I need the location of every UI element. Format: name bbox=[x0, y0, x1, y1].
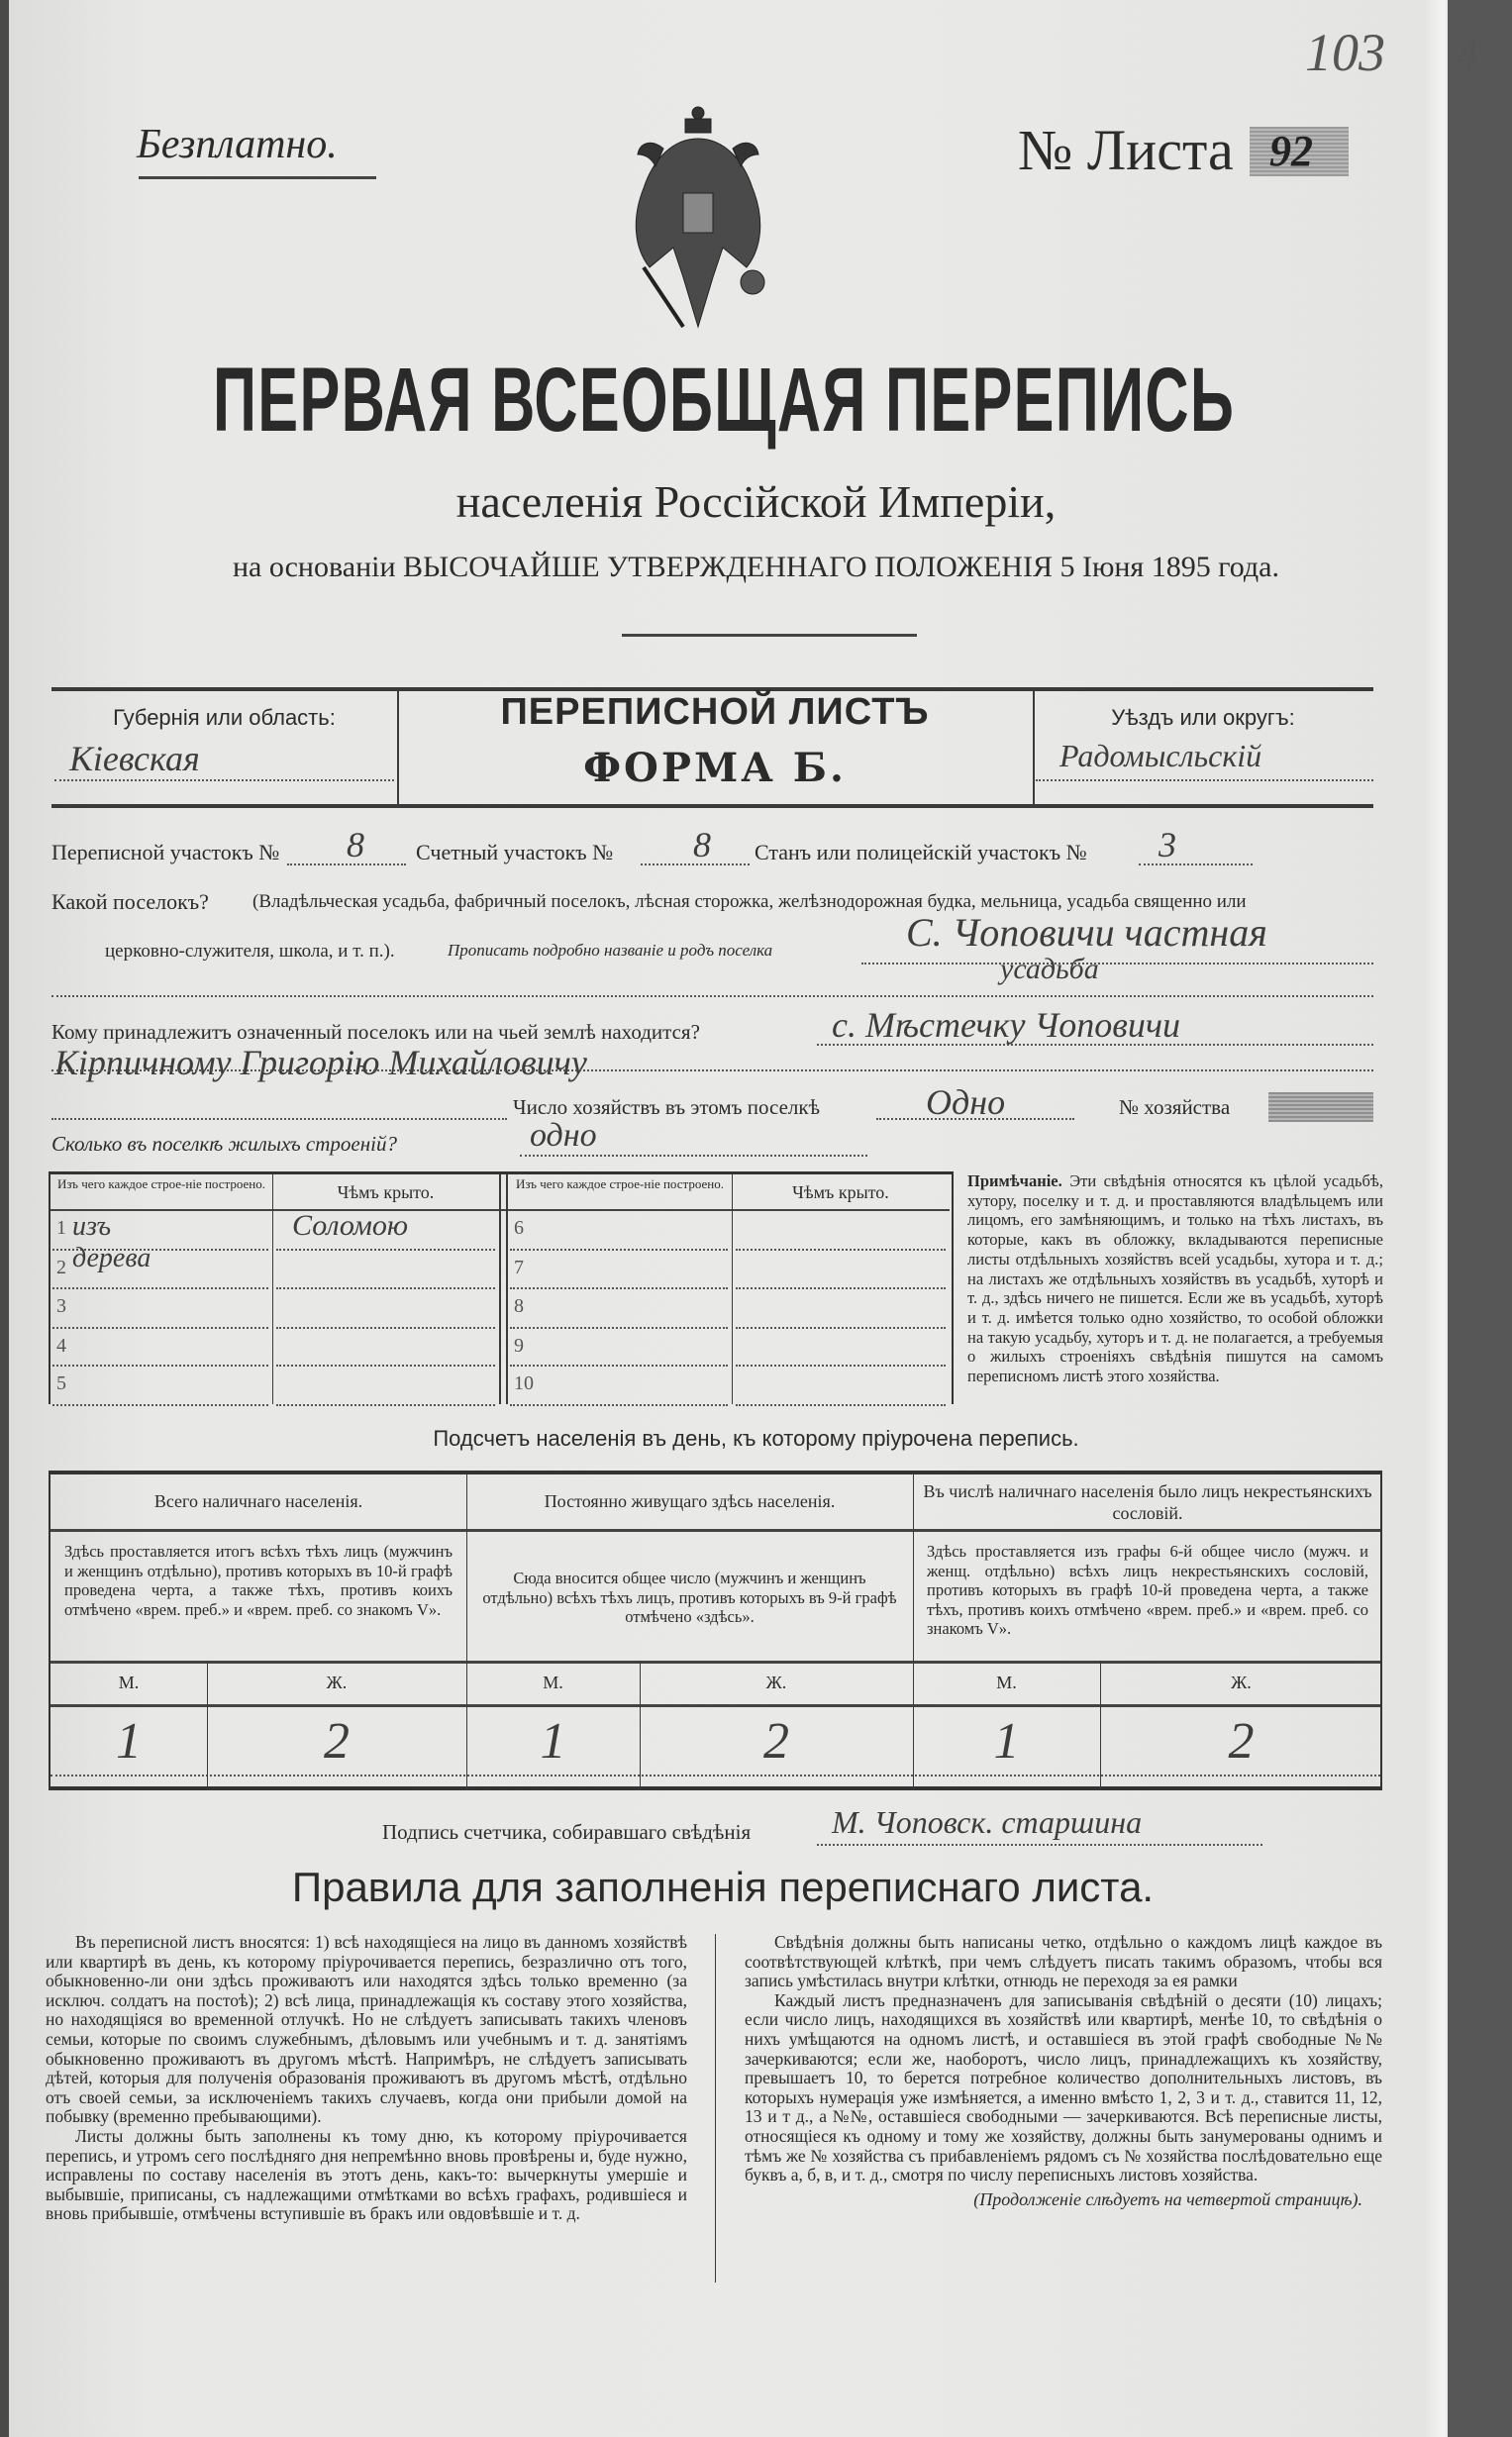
owner-value[interactable]: с. Мѣстечку Чоповичи bbox=[832, 1005, 1181, 1045]
settlement-hint-2: церковно-служителя, школа, и т. п.). bbox=[105, 941, 395, 962]
settlement-value-2[interactable]: усадьба bbox=[1000, 953, 1099, 985]
population-table bbox=[49, 1471, 1382, 1790]
row-line bbox=[736, 1249, 946, 1251]
female-count[interactable]: 2 bbox=[324, 1713, 350, 1770]
row-number: 4 bbox=[56, 1335, 66, 1357]
rules-paragraph: Каждый листъ предназначенъ для записыванія свѣдѣній о десяти (10) лицахъ; если число лицъ, находящихся въ хозяйствѣ или квартирѣ, менѣе 10, то свѣдѣнія о нихъ умѣщаются на одномъ листѣ, и оставшіеся въ этой графѣ свободные №№ зачеркиваются; если же, наоборотъ, число лицъ, принадлежащихъ къ хозяйству, превышаетъ 10, то берется потребное количество дополнительныхъ листовъ, въ которыхъ нумерація уже измѣняется, а именно вмѣсто 1, 2, 3 и т. д., ставится 11, 12, 13 и т д., а №№, оставшіеся свободными — зачеркиваются. Всѣ переписные листы, относящіеся къ одному и тому же хозяйству, должны быть занумерованы однимъ и тѣмъ же № хозяйства съ прибавленіемъ рядомъ съ № хозяйства послѣдовательно еще буквъ а, б, в, и т. д., смотря по числу переписныхъ листовъ хозяйства. bbox=[745, 1989, 1382, 2185]
district-value[interactable]: Радомысльскій bbox=[1059, 738, 1262, 773]
settlement-hint: (Владѣльческая усадьба, фабричный поселокъ, лѣсная сторожка, желѣзнодорожная будка, мельница, усадьба священно или bbox=[252, 891, 1247, 912]
households-leader bbox=[51, 1118, 507, 1120]
page-subtitle: населенія Россійской Имперіи, bbox=[455, 476, 1057, 527]
female-label: Ж. bbox=[765, 1673, 787, 1692]
row-number: 7 bbox=[514, 1257, 524, 1278]
row-line bbox=[276, 1287, 495, 1289]
table-rule bbox=[50, 1661, 1380, 1664]
row-number: 1 bbox=[56, 1217, 66, 1239]
row-line bbox=[276, 1327, 495, 1329]
row-number: 8 bbox=[514, 1295, 524, 1317]
owner-line-2 bbox=[51, 1069, 1373, 1071]
police-district-value[interactable]: 3 bbox=[1159, 825, 1176, 864]
row-line bbox=[510, 1249, 728, 1251]
owner-label: Кому принадлежитъ означенный поселокъ или на чьей землѣ находится? bbox=[51, 1020, 700, 1044]
table-rule bbox=[50, 1704, 1380, 1707]
settlement-label: Какой поселокъ? bbox=[51, 889, 209, 914]
col-material-header: Изъ чего каждое строе-ніе построено. bbox=[516, 1176, 724, 1191]
form-name: ФОРМА Б. bbox=[583, 745, 847, 791]
row-roof[interactable]: Соломою bbox=[292, 1209, 409, 1242]
row-line bbox=[52, 1404, 268, 1406]
male-label: М. bbox=[118, 1673, 140, 1692]
title-rule bbox=[622, 634, 917, 637]
row-line bbox=[736, 1404, 946, 1406]
row-number: 5 bbox=[56, 1372, 66, 1394]
female-label: Ж. bbox=[1231, 1673, 1252, 1692]
buildings-value[interactable]: одно bbox=[530, 1117, 597, 1154]
archive-number: 103 bbox=[1305, 23, 1385, 82]
population-col-desc: Здѣсь проставляется итогъ всѣхъ тѣхъ лицъ (мужчинъ и женщинъ отдѣльно), противъ которыхъ въ 10-й графѣ проведена черта, а также тѣхъ, противъ коихъ отмѣчено «врем. преб.» и «врем. преб. со знакомъ V». bbox=[64, 1542, 453, 1619]
census-district-value[interactable]: 8 bbox=[347, 825, 364, 864]
household-no-redacted bbox=[1268, 1092, 1373, 1122]
col-roof-header: Чѣмъ крыто. bbox=[337, 1182, 435, 1202]
census-district-label: Переписной участокъ № bbox=[51, 840, 280, 864]
double-headed-eagle-icon bbox=[614, 99, 782, 337]
signature-value[interactable]: М. Чоповск. старшина bbox=[832, 1804, 1143, 1840]
population-col-header: Постоянно живущаго здѣсь населенія. bbox=[544, 1491, 836, 1511]
population-col-desc: Сюда вносится общее число (мужчинъ и женщинъ отдѣльно) всѣхъ тѣхъ лицъ, противъ которыхъ въ 9-й графѣ отмѣчено «здѣсь». bbox=[482, 1569, 897, 1626]
police-district-line bbox=[1139, 863, 1253, 865]
population-col-header: Всего наличнаго населенія. bbox=[153, 1491, 363, 1511]
rules-right-column bbox=[745, 1933, 1382, 2210]
households-value[interactable]: Одно bbox=[926, 1082, 1006, 1122]
row-line bbox=[736, 1327, 946, 1329]
row-line bbox=[736, 1365, 946, 1367]
rules-title: Правила для заполненія переписнаго листа. bbox=[291, 1864, 1155, 1910]
signature-line bbox=[817, 1844, 1262, 1846]
district-label: Уѣздъ или округъ: bbox=[1111, 705, 1295, 730]
col-divider bbox=[732, 1174, 733, 1404]
province-line bbox=[54, 779, 394, 781]
population-col-desc: Здѣсь проставляется изъ графы 6-й общее число (мужч. и женщ. отдѣльно) всѣхъ лицъ некрестьянскихъ сословій, противъ которыхъ въ графѣ 10-й проведена черта, а также тѣхъ, противъ коихъ отмѣчено «врем. преб.» и «врем. преб. со знакомъ V». bbox=[927, 1542, 1368, 1638]
female-label: Ж. bbox=[326, 1673, 348, 1692]
col-material-header: Изъ чего каждое строе-ніе построено. bbox=[57, 1176, 265, 1191]
page-title bbox=[213, 349, 1512, 453]
male-count[interactable]: 1 bbox=[993, 1713, 1020, 1770]
buildings-line bbox=[520, 1155, 867, 1157]
col-divider bbox=[499, 1174, 501, 1404]
row-number: 6 bbox=[514, 1217, 524, 1239]
signature-label: Подпись счетчика, собиравшаго свѣдѣнія bbox=[382, 1820, 752, 1844]
row-line bbox=[276, 1365, 495, 1367]
rules-paragraph: Листы должны быть заполнены къ тому дню, къ которому пріурочивается перепись, и утромъ сего послѣдняго дня непремѣнно вновь провѣрены и, буде нужно, исправлены по составу населенія въ этотъ день, какъ-то: вычеркнуты умершіе и выбывшіе, приписаны, съ надлежащими отмѣтками во всѣхъ графахъ, родившіеся и вновь прибывшіе, отмѣчены вступившіе въ бракъ или овдовѣвшіе и т. д. bbox=[46, 2125, 687, 2224]
female-count[interactable]: 2 bbox=[1228, 1713, 1255, 1770]
col-roof-header: Чѣмъ крыто. bbox=[792, 1182, 889, 1202]
page-title-text: ПЕРВАЯ ВСЕОБЩАЯ ПЕРЕПИСЬ bbox=[213, 350, 1236, 451]
buildings-label: Сколько въ поселкѣ жилыхъ строеній? bbox=[51, 1132, 397, 1156]
decree-basis: на основаніи ВЫСОЧАЙШЕ УТВЕРЖДЕННАГО ПОЛОЖЕНІЯ 5 Іюня 1895 года. bbox=[233, 551, 1279, 583]
male-count[interactable]: 1 bbox=[116, 1713, 142, 1770]
note bbox=[967, 1171, 1383, 1386]
form-box-bottom bbox=[51, 804, 1373, 808]
row-line bbox=[52, 1365, 268, 1367]
form-title: ПЕРЕПИСНОЙ ЛИСТЪ bbox=[500, 691, 930, 733]
male-label: М. bbox=[996, 1673, 1017, 1692]
row-material[interactable]: изъ дерева bbox=[72, 1211, 151, 1273]
row-number: 3 bbox=[56, 1295, 66, 1317]
free-underline bbox=[139, 176, 376, 179]
table-rule bbox=[50, 1529, 1380, 1532]
district-line bbox=[1036, 779, 1373, 781]
row-line bbox=[736, 1287, 946, 1289]
free-label: Безплатно. bbox=[137, 122, 338, 167]
rules-left-column bbox=[46, 1933, 687, 2224]
table-rule bbox=[50, 1775, 1380, 1777]
row-line bbox=[510, 1365, 728, 1367]
household-no-label: № хозяйства bbox=[1119, 1095, 1231, 1119]
male-label: М. bbox=[543, 1673, 563, 1692]
row-line bbox=[276, 1404, 495, 1406]
count-district-label: Счетный участокъ № bbox=[416, 840, 614, 864]
row-line bbox=[510, 1404, 728, 1406]
page-mark: 4 bbox=[1456, 29, 1478, 79]
sheet-number-value: 92 bbox=[1250, 127, 1349, 176]
province-label: Губернія или область: bbox=[113, 705, 336, 730]
female-count[interactable]: 2 bbox=[763, 1713, 789, 1770]
province-value[interactable]: Кіевская bbox=[69, 739, 200, 778]
col-divider bbox=[506, 1174, 508, 1404]
owner-value-2[interactable]: Кірпичному Григорію Михайловичу bbox=[54, 1043, 587, 1082]
row-line bbox=[510, 1287, 728, 1289]
households-label: Число хозяйствъ въ этомъ поселкѣ bbox=[513, 1095, 820, 1119]
note-title: Примѣчаніе. bbox=[967, 1171, 1062, 1190]
male-count[interactable]: 1 bbox=[540, 1713, 566, 1770]
scan-left-edge bbox=[0, 0, 9, 2437]
row-line bbox=[52, 1327, 268, 1329]
rules-divider bbox=[715, 1934, 716, 2283]
settlement-line bbox=[861, 963, 1373, 965]
row-number: 9 bbox=[514, 1335, 524, 1357]
rules-paragraph: Свѣдѣнія должны быть написаны четко, отдѣльно о каждомъ лицѣ каждое въ соотвѣтствующей клѣткѣ, при чемъ слѣдуетъ писать такимъ образомъ, чтобы вся запись умѣстилась внутри клѣтки, отнюдь не переходя за ея рамки bbox=[745, 1932, 1382, 1991]
sheet-number-label: № Листа bbox=[1018, 118, 1234, 182]
rules-continued: (Продолженіе слѣдуетъ на четвертой страницѣ). bbox=[973, 2188, 1362, 2209]
note-text: Эти свѣдѣнія относятся къ цѣлой усадьбѣ, хутору, поселку и т. д. и проставляются владѣльцемъ или лицомъ, его замѣняющимъ, и только на тѣхъ листахъ, въ которые, какъ въ обложку, вкладываются переписные листы отдѣльныхъ хозяйствъ всей усадьбы, хутора и т. д.; на листахъ же отдѣльныхъ хозяйствъ въ усадьбѣ, хуторѣ и т. д., здѣсь ничего не пишется. Если же въ усадьбѣ, хуторѣ и т. д. имѣется только одно хозяйство, то особой обложки на такую усадьбу, хуторъ и т. д. не полагается, а требуемыя о жилыхъ строеніяхъ свѣдѣнія пишутся на самомъ переписномъ листѣ этого хозяйства. bbox=[967, 1171, 1383, 1386]
settlement-line-2 bbox=[51, 995, 1373, 997]
row-line bbox=[510, 1327, 728, 1329]
settlement-instruction: Прописать подробно названіе и родъ поселка bbox=[448, 941, 773, 960]
row-line bbox=[276, 1249, 495, 1251]
count-district-value[interactable]: 8 bbox=[693, 825, 711, 864]
row-number: 10 bbox=[514, 1372, 534, 1394]
col-divider bbox=[272, 1174, 273, 1404]
population-col-header: Въ числѣ наличнаго населенія было лицъ некрестьянскихъ сословій. bbox=[923, 1481, 1372, 1523]
population-title: Подсчетъ населенія въ день, къ которому пріурочена перепись. bbox=[433, 1426, 1079, 1451]
row-number: 2 bbox=[56, 1257, 66, 1278]
police-district-label: Станъ или полицейскій участокъ № bbox=[755, 840, 1087, 864]
settlement-value[interactable]: С. Чоповичи частная bbox=[906, 910, 1267, 955]
row-line bbox=[52, 1287, 268, 1289]
buildings-table bbox=[49, 1171, 954, 1404]
rules-paragraph: Въ переписной листъ вносятся: 1) всѣ находящіеся на лицо въ данномъ хозяйствѣ или квартирѣ въ день, къ которому пріурочивается перепись, безразлично отъ того, обыкновенно-ли они здѣсь проживаютъ или находятся здѣсь только временно (за исключ. солдатъ на постоѣ); 2) всѣ лица, принадлежащія къ составу этого хозяйства, но находящіяся во временной отлучкѣ. Но не слѣдуетъ записывать такихъ членовъ семьи, которые по своимъ служебнымъ, дѣловымъ или учебнымъ и т. д. занятіямъ обыкновенно проживаютъ въ другомъ мѣстѣ. Напримѣръ, не слѣдуетъ записывать дѣтей, которыя для полученія образованія проживаютъ въ другомъ мѣстѣ, отдѣльно отъ своей семьи, за исключеніемъ такихъ случаевъ, когда они прибыли домой на побывку (временно пребывающими). bbox=[46, 1932, 687, 2127]
